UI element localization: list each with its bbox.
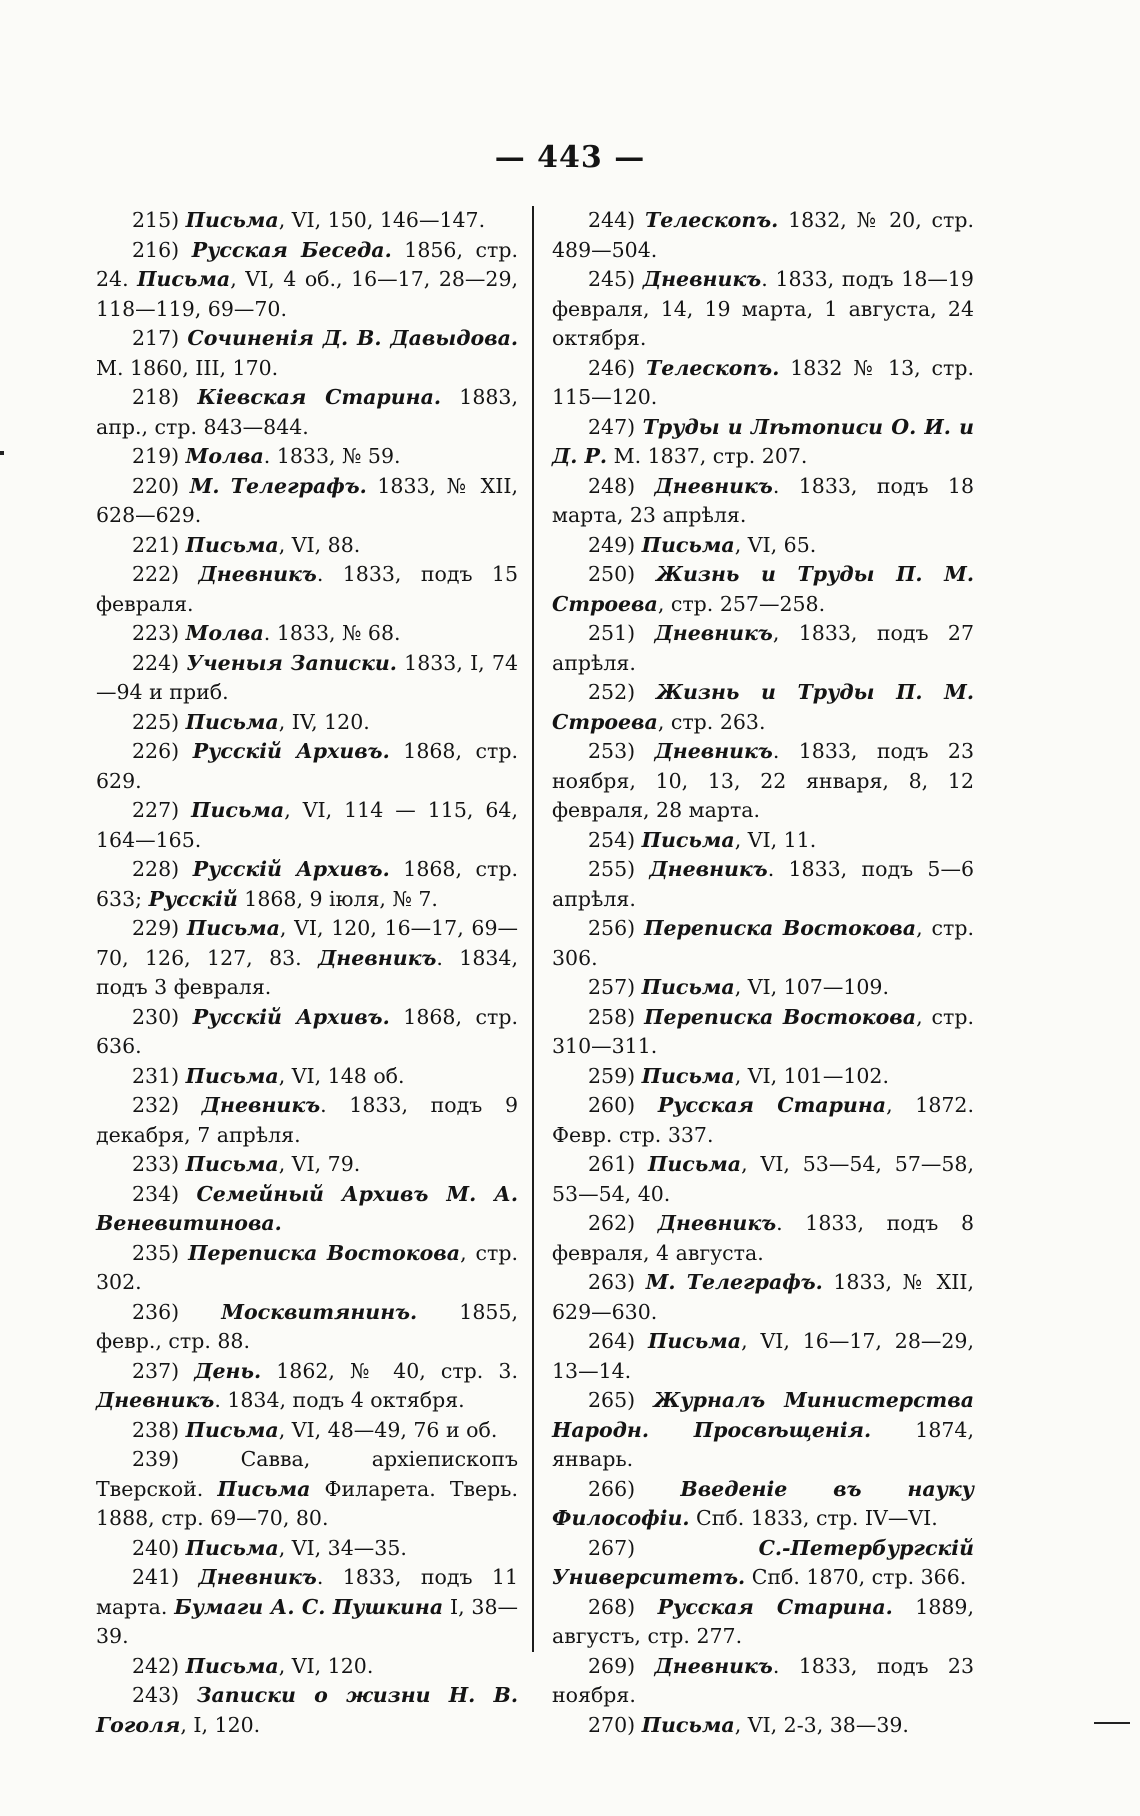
footnote-text: , VI, 65. <box>734 532 817 557</box>
footnote-text: , VI, 53—54, 57—58, 53—54, 40. <box>552 1152 974 1206</box>
margin-mark <box>0 451 4 455</box>
footnote <box>96 206 518 236</box>
footnote-text: Спб. 1870, стр. 366. <box>745 1565 967 1589</box>
footnote-source-title: Жизнь и Труды П. М. Строева <box>552 562 974 616</box>
footnote-number: 229) <box>132 916 187 940</box>
footnote-number: 266) <box>588 1476 681 1501</box>
footnote-source-title: Переписка Востокова <box>644 1004 917 1029</box>
footnote <box>552 826 974 856</box>
footnote-text: , VI, 120. <box>278 1653 374 1678</box>
footnote-source-title: Записки о жизни Н. В. Гоголя <box>96 1683 518 1737</box>
footnote-source-title: Русскій Архивъ. <box>192 1004 390 1029</box>
footnote-text: , VI, 101—102. <box>734 1063 889 1088</box>
footnote-text: М. 1837, стр. 207. <box>607 444 808 468</box>
footnote-text: 1855, февр., стр. 88. <box>96 1299 518 1353</box>
footnote-number: 237) <box>132 1358 195 1383</box>
footnote-text: , IV, 120. <box>278 709 370 734</box>
footnote-text: , VI, 2-3, 38—39. <box>734 1712 909 1737</box>
footnote-text: 1833, I, 74—94 и приб. <box>96 650 518 704</box>
footnote-number: 234) <box>132 1181 197 1206</box>
footnote-text: , VI, 11. <box>734 827 817 852</box>
footnote-text: Спб. 1833, стр. IV—VI. <box>689 1506 938 1530</box>
footnote-text: 1833, № XII, 628—629. <box>96 473 518 527</box>
footnote-source-title: Жизнь и Труды П. М. Строева <box>552 680 974 734</box>
footnote <box>552 678 974 737</box>
footnote-text: Савва, архіепископъ Тверской. <box>96 1447 518 1501</box>
footnote-text: , стр. 257—258. <box>657 591 826 616</box>
footnote-number: 227) <box>132 798 192 822</box>
footnote-source-title: Письма <box>217 1476 311 1501</box>
footnote-source-title: Письма <box>641 1063 735 1088</box>
footnote-text: . 1833, подъ 5—6 апрѣля. <box>552 857 974 911</box>
page-number: — 443 — <box>494 140 646 175</box>
footnote-text: , VI, 148 об. <box>278 1063 405 1088</box>
footnote-source-title: Труды и Лѣтописи О. И. и Д. Р. <box>552 414 974 468</box>
footnote <box>96 796 518 855</box>
footnote <box>96 619 518 649</box>
footnote-number: 217) <box>132 326 188 350</box>
footnote-number: 233) <box>132 1152 186 1176</box>
footnote-text: . 1834, подъ 4 октября. <box>214 1388 465 1412</box>
footnote <box>552 1711 974 1741</box>
footnote-number: 249) <box>588 532 642 557</box>
footnote-text: 1856, стр. 24. <box>96 237 518 291</box>
footnote-text: , VI, 114 — 115, 64, 164—165. <box>96 798 518 852</box>
footnote-number: 265) <box>588 1388 654 1412</box>
footnote <box>96 1180 518 1239</box>
footnote-number: 248) <box>588 473 655 498</box>
footnote <box>96 1357 518 1416</box>
footnote-number: 256) <box>588 916 645 940</box>
footnote <box>552 531 974 561</box>
footnote-number: 251) <box>588 621 655 645</box>
footnote <box>552 1062 974 1092</box>
footnote-number: 255) <box>588 857 650 881</box>
footnote-source-title: Письма <box>185 1152 279 1176</box>
footnote-text: Филарета. Тверь. 1888, стр. 69—70, 80. <box>96 1476 518 1530</box>
footnote-source-title: Переписка Востокова <box>188 1240 461 1265</box>
footnote-number: 242) <box>132 1653 186 1678</box>
footnote-source-title: Письма <box>191 798 285 822</box>
footnote-source-title: Кіевская Старина. <box>197 385 442 409</box>
footnote <box>96 531 518 561</box>
footnote-source-title: Русская Старина <box>657 1093 887 1117</box>
footnote-source-title: Бумаги А. С. Пушкина <box>174 1594 444 1619</box>
footnote <box>96 708 518 738</box>
footnote-source-title: Дневникъ <box>654 473 773 498</box>
footnote-number: 222) <box>132 562 199 586</box>
footnote-text: , VI, 79. <box>278 1152 361 1176</box>
footnote-source-title: Письма <box>186 916 280 940</box>
footnote <box>96 442 518 472</box>
footnotes-right-column <box>552 206 974 1740</box>
footnote-number: 250) <box>588 562 657 586</box>
footnote-text: . 1833, подъ 23 ноября. <box>552 1653 974 1707</box>
footnote <box>552 206 974 265</box>
footnote-number: 235) <box>132 1240 189 1265</box>
footnote <box>96 855 518 914</box>
footnote-text: , VI, 120, 16—17, 69—70, 126, 127, 83. <box>96 916 518 970</box>
footnote-number: 236) <box>132 1299 222 1324</box>
footnote <box>552 973 974 1003</box>
footnote-text: , VI, 88. <box>278 532 361 557</box>
footnote-source-title: Дневникъ <box>654 621 773 645</box>
footnote <box>96 324 518 383</box>
footnote <box>96 560 518 619</box>
footnote-source-title: Письма <box>648 1329 742 1353</box>
footnote-source-title: Письма <box>185 532 279 557</box>
footnote-source-title: Письма <box>185 709 279 734</box>
footnote-number: 264) <box>588 1329 648 1353</box>
footnote <box>96 1150 518 1180</box>
footnote-source-title: Ученыя Записки. <box>186 650 397 675</box>
footnote-source-title: Письма <box>641 532 735 557</box>
footnote <box>96 649 518 708</box>
footnote-number: 219) <box>132 444 186 468</box>
footnote <box>96 1445 518 1534</box>
footnote <box>552 472 974 531</box>
footnote-number: 231) <box>132 1063 186 1088</box>
footnote-text: , стр. 306. <box>552 916 974 970</box>
footnote <box>552 1268 974 1327</box>
footnote-number: 260) <box>588 1093 658 1117</box>
footnote-text: . 1833, № 59. <box>263 444 401 468</box>
footnote <box>552 354 974 413</box>
footnote-text: I, 38—39. <box>96 1594 519 1648</box>
footnote-text: , 1872. Февр. стр. 337. <box>552 1093 974 1147</box>
footnote-number: 230) <box>132 1004 193 1029</box>
footnote-source-title: Телескопъ. <box>646 355 780 380</box>
footnote-source-title: Письма <box>185 1535 279 1560</box>
footnote-source-title: Дневникъ <box>654 1653 773 1678</box>
footnote-source-title: Дневникъ <box>201 1093 321 1117</box>
footnote-text: , VI, 150, 146—147. <box>278 208 486 232</box>
footnote-text: 1832 № 13, стр. 115—120. <box>552 355 974 409</box>
footnote-text: , VI, 16—17, 28—29, 13—14. <box>552 1329 974 1383</box>
footnote-text: , VI, 34—35. <box>278 1535 407 1560</box>
footnote <box>96 1298 518 1357</box>
footnote-number: 239) <box>132 1447 241 1471</box>
footnote-source-title: Письма <box>641 975 735 999</box>
footnote <box>96 1652 518 1682</box>
footnote-source-title: Письма <box>185 1063 279 1088</box>
footnote-text: 1868, 9 іюля, № 7. <box>237 886 438 911</box>
footnote-source-title: Дневникъ <box>198 1565 317 1589</box>
footnote <box>552 1003 974 1062</box>
footnote-source-title: Русская Беседа. <box>191 237 392 262</box>
footnote-text: 1868, стр. 633; <box>96 857 518 911</box>
footnote <box>552 1327 974 1386</box>
footnote-number: 238) <box>132 1417 186 1442</box>
footnote <box>96 914 518 1003</box>
footnote-source-title: М. Телеграфъ. <box>189 473 367 498</box>
footnote-number: 228) <box>132 857 193 881</box>
column-divider <box>532 206 534 1652</box>
footnote-number: 221) <box>132 532 186 557</box>
footnote-source-title: Письма <box>648 1152 742 1176</box>
footnote-text: . 1833, подъ 15 февраля. <box>96 562 518 616</box>
footnote-source-title: М. Телеграфъ. <box>645 1270 823 1294</box>
footnote <box>552 619 974 678</box>
footnote-number: 232) <box>132 1093 202 1117</box>
footnote-number: 259) <box>588 1063 642 1088</box>
footnote <box>96 1416 518 1446</box>
footnote-text: , 1833, подъ 27 апрѣля. <box>552 621 974 675</box>
footnote-text: , VI, 48—49, 76 и об. <box>278 1417 498 1442</box>
footnote-source-title: Введеніе въ науку Философіи. <box>552 1476 974 1530</box>
footnote-source-title: Дневникъ <box>198 562 317 586</box>
footnote-number: 254) <box>588 827 642 852</box>
footnote-number: 267) <box>588 1535 759 1560</box>
footnote-number: 270) <box>588 1712 642 1737</box>
footnote <box>552 265 974 354</box>
corner-dash-mark <box>1094 1722 1130 1724</box>
footnote-number: 253) <box>588 739 655 763</box>
footnote-number: 241) <box>132 1565 199 1589</box>
footnote <box>552 737 974 826</box>
footnote-source-title: Москвитянинъ. <box>221 1299 418 1324</box>
footnote-source-title: Дневникъ <box>657 1211 777 1235</box>
footnote-source-title: С.-Петербургскій Университетъ. <box>552 1535 974 1589</box>
footnote-number: 263) <box>588 1270 646 1294</box>
footnote-source-title: Телескопъ. <box>644 208 779 232</box>
footnote-text: 1862, № 40, стр. 3. <box>261 1358 518 1383</box>
footnote-number: 257) <box>588 975 642 999</box>
footnote <box>552 1150 974 1209</box>
footnote-text: 1889, августъ, стр. 277. <box>552 1594 974 1648</box>
footnote-number: 220) <box>132 473 190 498</box>
footnote <box>96 472 518 531</box>
footnote-number: 240) <box>132 1535 186 1560</box>
footnote-text: 1832, № 20, стр. 489—504. <box>552 208 974 262</box>
footnote <box>96 1091 518 1150</box>
footnote <box>96 1534 518 1564</box>
footnote-text: . 1833, подъ 9 декабря, 7 апрѣля. <box>96 1093 518 1147</box>
footnote <box>552 1534 974 1593</box>
footnote <box>96 383 518 442</box>
footnote-text: 1868, стр. 629. <box>96 739 518 793</box>
footnote <box>96 1062 518 1092</box>
footnote-source-title: Сочиненія Д. В. Давыдова. <box>187 326 518 350</box>
footnote-number: 226) <box>132 739 193 763</box>
footnote-text: . 1833, подъ 8 февраля, 4 августа. <box>552 1211 974 1265</box>
footnote <box>552 1091 974 1150</box>
footnote-text: , стр. 310—311. <box>552 1004 974 1058</box>
footnote-text: М. 1860, III, 170. <box>96 355 279 380</box>
footnote-text: . 1833, подъ 18—19 февраля, 14, 19 марта, 1 августа, 24 октября. <box>552 267 974 350</box>
footnote-source-title: Письма <box>137 267 231 291</box>
footnote-source-title: Русская Старина. <box>657 1594 893 1619</box>
footnote-text: . 1833, подъ 11 марта. <box>96 1565 518 1619</box>
footnote-source-title: Дневникъ <box>642 267 762 291</box>
footnote <box>96 737 518 796</box>
footnote-text: , стр. 302. <box>96 1240 518 1294</box>
footnote <box>552 855 974 914</box>
footnote-number: 247) <box>588 414 643 439</box>
footnote-text: . 1833, № 68. <box>263 621 401 645</box>
footnote-source-title: День. <box>194 1358 262 1383</box>
footnote-text: 1874, январь. <box>552 1417 974 1471</box>
footnote-number: 215) <box>132 208 186 232</box>
footnote-text: . 1833, подъ 23 ноября, 10, 13, 22 января, 8, 12 февраля, 28 марта. <box>552 739 974 822</box>
footnotes-left-column <box>96 206 518 1740</box>
footnote-text: . 1833, подъ 18 марта, 23 апрѣля. <box>552 473 974 527</box>
footnote <box>552 1652 974 1711</box>
footnote-number: 258) <box>588 1004 645 1029</box>
footnote-text: 1833, № XII, 629—630. <box>552 1270 974 1324</box>
footnote-number: 246) <box>588 355 647 380</box>
footnote-source-title: Семейный Архивъ М. А. Веневитинова. <box>96 1181 518 1235</box>
footnote <box>552 413 974 472</box>
footnote-number: 261) <box>588 1152 648 1176</box>
footnote-number: 268) <box>588 1594 658 1619</box>
footnote-source-title: Письма <box>641 827 735 852</box>
footnote-number: 218) <box>132 385 198 409</box>
footnote-source-title: Русскій Архивъ. <box>192 739 390 763</box>
footnote-text: 1883, апр., стр. 843—844. <box>96 385 518 439</box>
footnote-source-title: Русскій <box>148 886 238 911</box>
footnote-number: 262) <box>588 1211 658 1235</box>
footnote-text: , I, 120. <box>180 1712 261 1737</box>
footnote <box>552 1386 974 1475</box>
footnote-text: 1868, стр. 636. <box>96 1004 518 1058</box>
footnote-source-title: Дневникъ <box>654 739 773 763</box>
footnote-source-title: Дневникъ <box>649 857 768 881</box>
footnote-source-title: Письма <box>185 1417 279 1442</box>
footnote <box>552 1475 974 1534</box>
footnote-source-title: Молва <box>185 444 264 468</box>
footnote <box>552 1209 974 1268</box>
footnote-source-title: Дневникъ <box>96 1388 215 1412</box>
footnote-text: , VI, 4 об., 16—17, 28—29, 118—119, 69—70. <box>96 267 518 321</box>
footnote-text: , стр. 263. <box>657 709 766 734</box>
footnote <box>552 1593 974 1652</box>
footnote-text: , VI, 107—109. <box>734 975 889 999</box>
footnote-source-title: Русскій Архивъ. <box>192 857 390 881</box>
footnote-source-title: Письма <box>185 1653 279 1678</box>
footnote-number: 244) <box>588 208 645 232</box>
footnote-number: 243) <box>132 1683 197 1707</box>
footnote <box>96 1681 518 1740</box>
footnote-number: 224) <box>132 650 187 675</box>
footnote <box>96 1563 518 1652</box>
footnote-number: 252) <box>588 680 657 704</box>
footnote-source-title: Дневникъ <box>318 945 437 970</box>
footnote-text: . 1834, подъ 3 февраля. <box>96 945 518 999</box>
footnote <box>552 560 974 619</box>
footnote-source-title: Журналъ Министерства Народн. Просвѣщенія. <box>552 1388 974 1442</box>
footnote-number: 269) <box>588 1653 655 1678</box>
footnote-source-title: Молва <box>185 621 264 645</box>
footnote <box>96 1239 518 1298</box>
footnote-source-title: Переписка Востокова <box>644 916 917 940</box>
footnote-source-title: Письма <box>641 1712 735 1737</box>
footnote <box>96 236 518 325</box>
footnote <box>96 1003 518 1062</box>
footnote-number: 245) <box>588 267 643 291</box>
footnote-number: 223) <box>132 621 186 645</box>
footnote-source-title: Письма <box>185 208 279 232</box>
footnote-number: 225) <box>132 709 186 734</box>
footnote-number: 216) <box>132 237 192 262</box>
footnote <box>552 914 974 973</box>
